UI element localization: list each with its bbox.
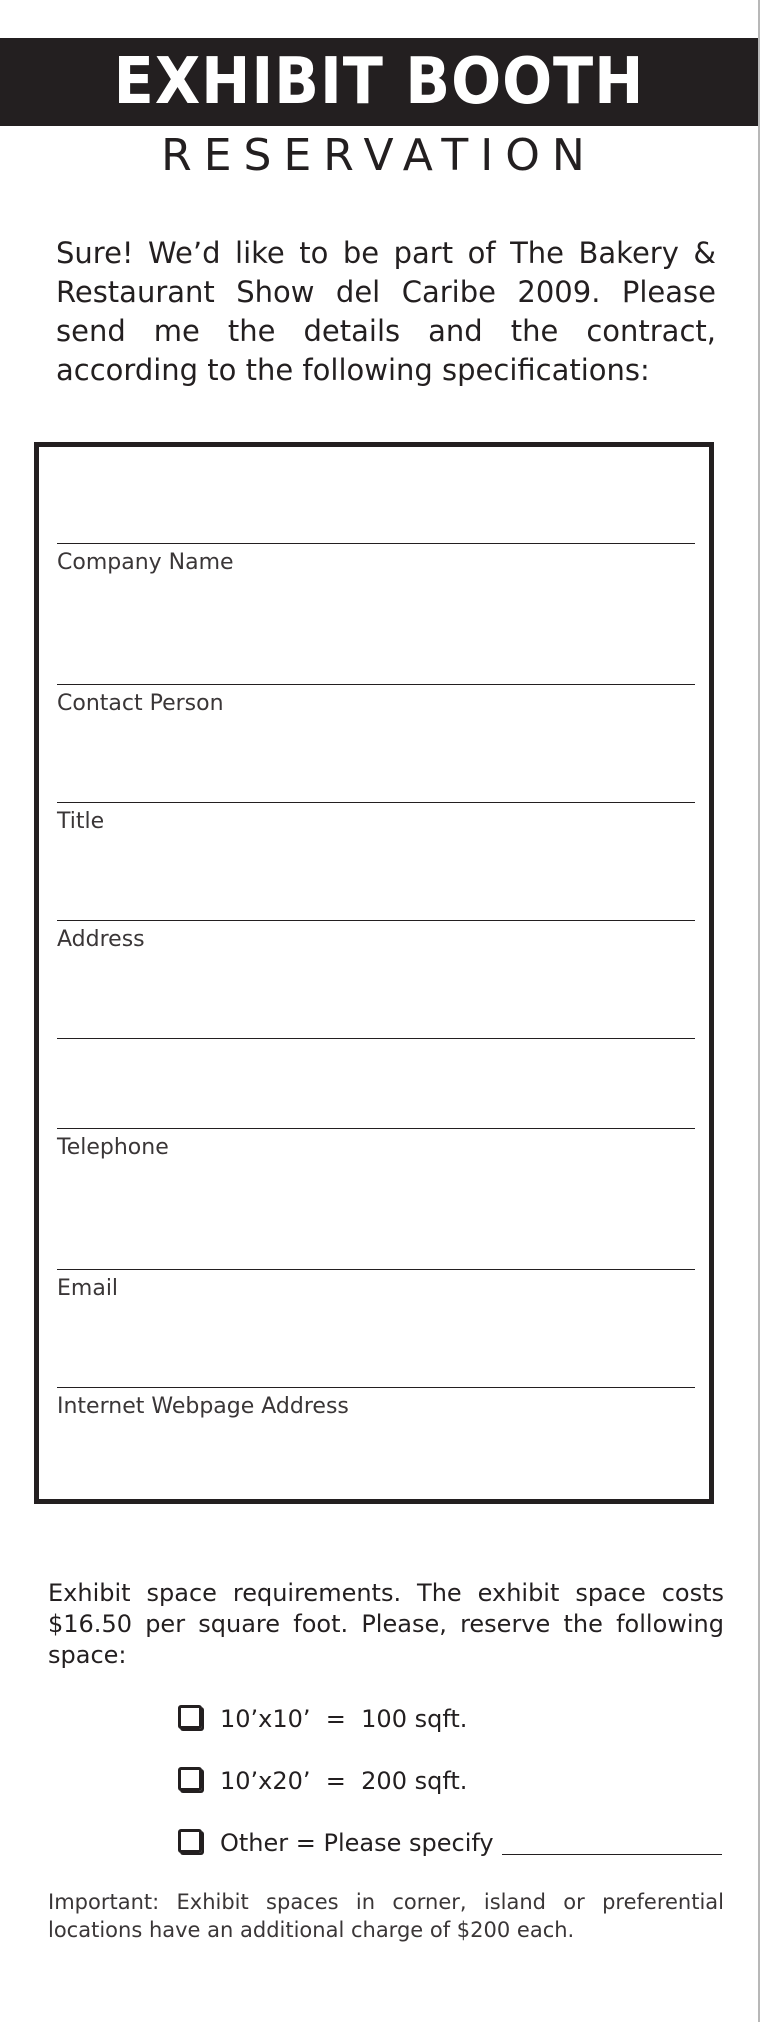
telephone-label: Telephone <box>57 1135 169 1160</box>
address-label: Address <box>57 927 145 952</box>
space-requirements-text: Exhibit space requirements. The exhibit space costs $16.50 per square foot. Please, reserve the following space: <box>48 1579 724 1669</box>
checkbox-10x10[interactable] <box>178 1705 202 1729</box>
page-title: EXHIBIT BOOTH <box>113 45 645 119</box>
option-10x20-label: 10’x20’ = 200 sqft. <box>220 1767 468 1795</box>
intro-paragraph: Sure! We’d like to be part of The Bakery & Restaurant Show del Caribe 2009. Please send me the details and the contract, according to the following specifications: <box>56 236 716 387</box>
title-field[interactable] <box>57 802 695 803</box>
address-field[interactable] <box>57 920 695 921</box>
email-label: Email <box>57 1276 119 1301</box>
important-note: Important: Exhibit spaces in corner, island or preferential locations have an additional charge of $200 each. <box>48 1890 724 1942</box>
webpage-field[interactable] <box>57 1387 695 1388</box>
contact-person-label: Contact Person <box>57 691 224 716</box>
contact-person-field[interactable] <box>57 684 695 685</box>
checkbox-other[interactable] <box>178 1829 202 1853</box>
page-edge <box>758 0 760 2022</box>
option-other-label: Other = Please specify <box>220 1829 494 1857</box>
email-field[interactable] <box>57 1269 695 1270</box>
company-name-field[interactable] <box>57 543 695 544</box>
other-specify-field[interactable] <box>502 1854 722 1855</box>
telephone-field[interactable] <box>57 1128 695 1129</box>
webpage-label: Internet Webpage Address <box>57 1394 349 1419</box>
option-10x10-label: 10’x10’ = 100 sqft. <box>220 1705 468 1733</box>
reservation-form-box <box>34 442 714 1504</box>
address-line-2-field[interactable] <box>57 1038 695 1039</box>
checkbox-10x20[interactable] <box>178 1767 202 1791</box>
page-subtitle: RESERVATION <box>161 130 597 181</box>
title-label: Title <box>57 809 105 834</box>
company-name-label: Company Name <box>57 550 234 575</box>
